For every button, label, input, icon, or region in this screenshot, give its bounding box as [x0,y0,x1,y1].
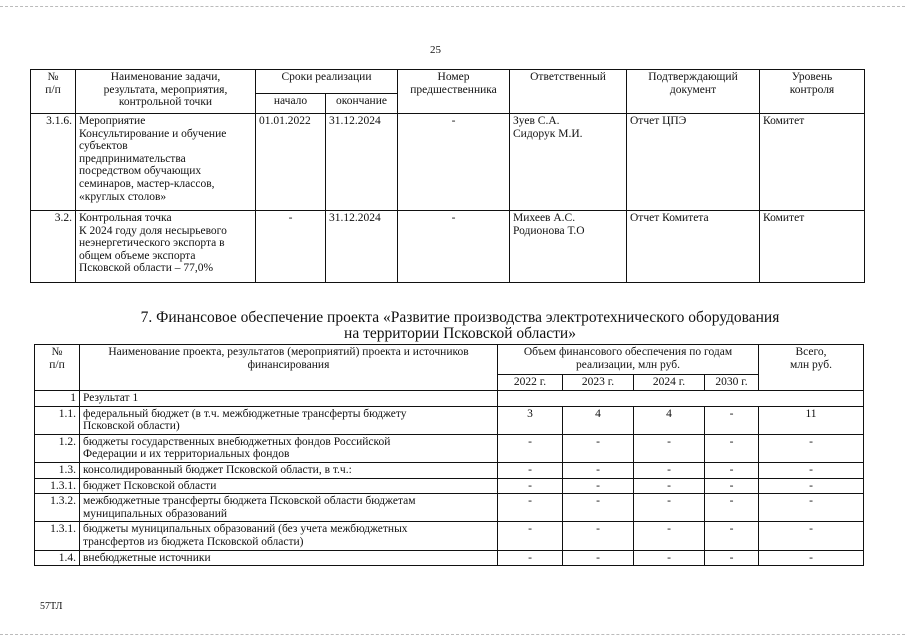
fin-total: 11 [759,406,864,434]
fin-total: - [759,522,864,550]
header-start: начало [256,94,326,114]
fin-header-year: 2022 г. [498,375,563,391]
row-num: 3.2. [31,211,76,283]
fin-header-year: 2024 г. [634,375,705,391]
fin-total: - [759,550,864,566]
result-empty [498,391,864,407]
fin-value-2030: - [705,462,759,478]
fin-header-year: 2030 г. [705,375,759,391]
header-end: окончание [326,94,398,114]
row-document: Отчет Комитета [627,211,760,283]
fin-total: - [759,434,864,462]
fin-value-2022: - [498,522,563,550]
fin-row-num: 1.3. [35,462,80,478]
fin-row-num: 1.2. [35,434,80,462]
row-end: 31.12.2024 [326,114,398,211]
row-predecessor: - [398,114,510,211]
fin-value-2023: - [563,550,634,566]
table-row [35,478,864,494]
fin-row-name: внебюджетные источники [80,550,498,566]
row-name: Контрольная точка К 2024 году доля несырьевого неэнергетического экспорта в общем объеме экспорта Псковской области – 77,0% [76,211,256,283]
fin-value-2022: - [498,462,563,478]
fin-row-name: консолидированный бюджет Псковской области, в т.ч.: [80,462,498,478]
fin-value-2023: - [563,478,634,494]
header-document: Подтверждающий документ [627,70,760,114]
financing-table [34,344,864,566]
fin-value-2030: - [705,406,759,434]
row-name: Мероприятие Консультирование и обучение субъектов предпринимательства посредством обучающих семинаров, мастер-классов, «круглых столов» [76,114,256,211]
fin-header-volume: Объем финансового обеспечения по годам реализации, млн руб. [498,345,759,375]
row-predecessor: - [398,211,510,283]
page-number: 25 [430,44,441,56]
fin-value-2022: 3 [498,406,563,434]
fin-value-2022: - [498,434,563,462]
fin-value-2030: - [705,478,759,494]
fin-header-total: Всего, млн руб. [759,345,864,391]
header-control-level: Уровень контроля [760,70,865,114]
fin-value-2024: - [634,494,705,522]
table-row [35,462,864,478]
header-period: Сроки реализации [256,70,398,94]
fin-value-2030: - [705,522,759,550]
fin-row-num: 1.3.1. [35,478,80,494]
fin-value-2024: 4 [634,406,705,434]
fin-row-name: бюджет Псковской области [80,478,498,494]
fin-header-name: Наименование проекта, результатов (мероприятий) проекта и источников финансирования [80,345,498,391]
fin-value-2023: - [563,434,634,462]
fin-header-num: № п/п [35,345,80,391]
table-row [35,406,864,434]
scan-edge-bottom [0,634,905,635]
fin-row-num: 1.3.2. [35,494,80,522]
result-name: Результат 1 [80,391,498,407]
row-start: 01.01.2022 [256,114,326,211]
fin-value-2024: - [634,550,705,566]
fin-value-2030: - [705,434,759,462]
header-name: Наименование задачи, результата, мероприятия, контрольной точки [76,70,256,114]
fin-row-name: бюджеты государственных внебюджетных фондов Российской Федерации и их территориальных фондов [80,434,498,462]
fin-total: - [759,494,864,522]
header-predecessor: Номер предшественника [398,70,510,114]
fin-value-2022: - [498,494,563,522]
scan-edge-top [0,6,905,7]
fin-value-2030: - [705,550,759,566]
table-row [31,114,865,211]
row-responsible: Михеев А.С. Родионова Т.О [510,211,627,283]
fin-value-2022: - [498,550,563,566]
fin-row-name: межбюджетные трансферты бюджета Псковской области бюджетам муниципальных образований [80,494,498,522]
fin-value-2024: - [634,434,705,462]
fin-value-2024: - [634,462,705,478]
fin-value-2023: - [563,462,634,478]
fin-value-2024: - [634,478,705,494]
fin-row-name: федеральный бюджет (в т.ч. межбюджетные трансферты бюджету Псковской области) [80,406,498,434]
table-row [31,211,865,283]
section-title: 7. Финансовое обеспечение проекта «Развитие производства электротехнического оборудования на территории Псковской области» [140,309,780,342]
result-num: 1 [35,391,80,407]
header-responsible: Ответственный [510,70,627,114]
result-row [35,391,864,407]
row-document: Отчет ЦПЭ [627,114,760,211]
row-control-level: Комитет [760,211,865,283]
tasks-table [30,69,865,283]
row-responsible: Зуев С.А. Сидорук М.И. [510,114,627,211]
fin-value-2023: - [563,494,634,522]
table-row [35,434,864,462]
fin-value-2023: - [563,522,634,550]
fin-value-2022: - [498,478,563,494]
table-row [35,550,864,566]
fin-total: - [759,478,864,494]
row-start: - [256,211,326,283]
table-row [35,494,864,522]
footer-code: 57ТЛ [40,601,63,612]
fin-value-2030: - [705,494,759,522]
fin-row-num: 1.4. [35,550,80,566]
row-end: 31.12.2024 [326,211,398,283]
header-num: № п/п [31,70,76,114]
fin-total: - [759,462,864,478]
fin-row-num: 1.3.1. [35,522,80,550]
fin-row-name: бюджеты муниципальных образований (без учета межбюджетных трансфертов из бюджета Псковской области) [80,522,498,550]
table-row [35,522,864,550]
row-num: 3.1.6. [31,114,76,211]
fin-header-year: 2023 г. [563,375,634,391]
fin-row-num: 1.1. [35,406,80,434]
row-control-level: Комитет [760,114,865,211]
fin-value-2024: - [634,522,705,550]
fin-value-2023: 4 [563,406,634,434]
